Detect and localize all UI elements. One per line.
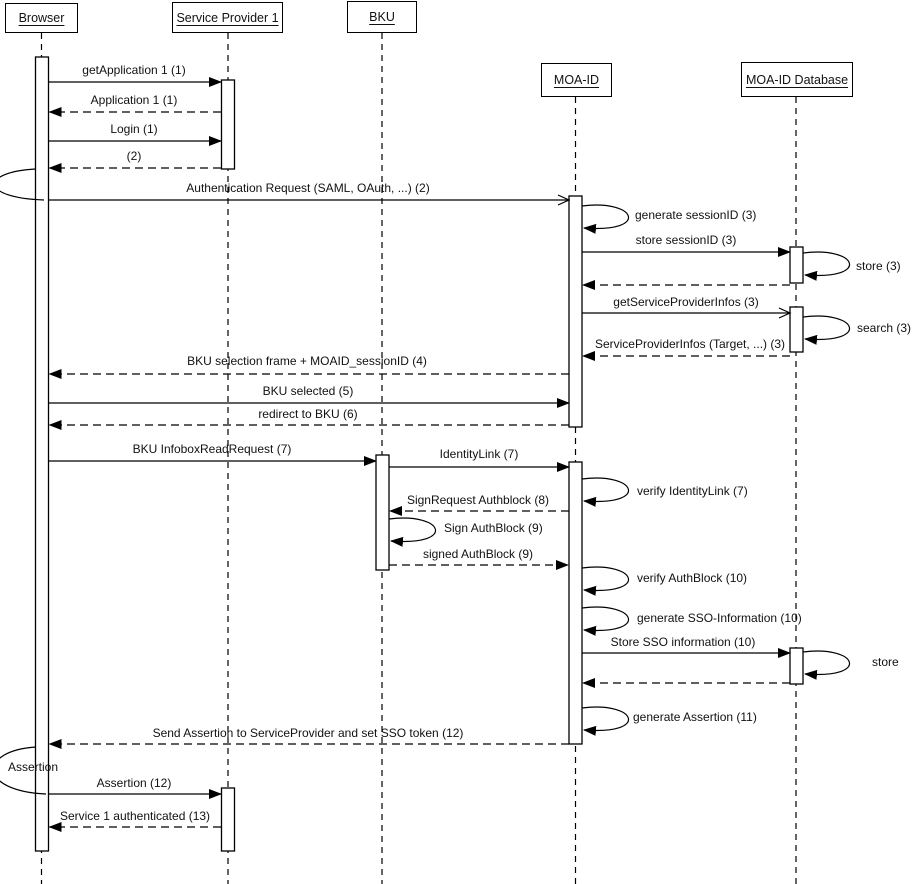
activation-moa-id-database-b [790, 307, 803, 352]
self-loop-verify-authblock [582, 567, 629, 590]
self-loop-store-sso-db [803, 651, 850, 674]
participant-moa-id-label: MOA-ID [553, 73, 600, 87]
message-label-browser-assertion-loop: Assertion [8, 760, 59, 774]
message-label-get-application: getApplication 1 (1) [82, 63, 186, 77]
self-loop-generate-assertion [582, 707, 629, 730]
message-label-signed-authblock: signed AuthBlock (9) [422, 547, 534, 561]
message-label-verify-authblock: verify AuthBlock (10) [637, 571, 748, 585]
message-label-login-response: (2) [126, 149, 142, 163]
message-label-login: Login (1) [110, 122, 158, 136]
message-label-generate-sso-information: generate SSO-Information (10) [637, 611, 802, 625]
activation-browser [36, 57, 49, 851]
activation-moa-id-database-a [790, 247, 803, 283]
message-label-store-sso-information: Store SSO information (10) [610, 635, 756, 649]
message-label-sign-request-authblock: SignRequest Authblock (8) [406, 493, 550, 507]
message-label-application-return: Application 1 (1) [90, 93, 178, 107]
message-label-auth-request: Authentication Request (SAML, OAuth, ...) (2) [186, 181, 430, 195]
participant-browser [5, 3, 78, 33]
message-label-redirect-to-bku: redirect to BKU (6) [258, 407, 358, 421]
message-label-store-sso-db: store [872, 655, 899, 669]
self-loop-store-db [803, 252, 850, 275]
message-label-store-session-id: store sessionID (3) [635, 233, 737, 247]
message-label-bku-selected: BKU selected (5) [262, 384, 354, 398]
participant-bku [347, 1, 417, 33]
participant-service-provider-1 [172, 2, 283, 33]
message-label-service-provider-infos: ServiceProviderInfos (Target, ...) (3) [594, 337, 786, 351]
message-label-sign-authblock: Sign AuthBlock (9) [444, 521, 543, 535]
message-label-send-assertion: Send Assertion to ServiceProvider and set SSO token (12) [152, 726, 464, 740]
participant-moa-id-database-label: MOA-ID Database [745, 72, 849, 87]
self-loop-generate-sso-information [582, 607, 629, 630]
activation-moa-id-a [569, 196, 582, 427]
message-label-search-db: search (3) [857, 321, 912, 335]
message-label-generate-assertion: generate Assertion (11) [633, 710, 757, 724]
participant-service-provider-1-label: Service Provider 1 [176, 10, 279, 25]
activation-moa-id-database-c [790, 648, 803, 684]
message-label-get-service-provider-infos: getServiceProviderInfos (3) [613, 295, 759, 309]
participant-moa-id-database [741, 62, 853, 97]
message-label-service-1-authenticated: Service 1 authenticated (13) [59, 809, 211, 823]
message-label-generate-session-id: generate sessionID (3) [635, 208, 757, 222]
participant-browser-label: Browser [18, 11, 65, 25]
self-loop-search-db [803, 316, 850, 339]
message-label-verify-identity-link: verify IdentityLink (7) [637, 484, 748, 498]
self-loop-generate-session-id [582, 205, 629, 228]
participant-moa-id [541, 63, 612, 97]
message-label-assertion-12: Assertion (12) [96, 776, 172, 790]
self-loop-verify-identity-link [582, 478, 629, 501]
message-label-bku-infobox-read-request: BKU InfoboxReadRequest (7) [132, 442, 292, 456]
self-loop-sign-authblock [389, 518, 436, 541]
message-label-store-db: store (3) [856, 259, 901, 273]
participant-bku-label: BKU [369, 10, 395, 24]
message-label-bku-selection-frame: BKU selection frame + MOAID_sessionID (4) [187, 354, 427, 368]
message-label-identity-link: IdentityLink (7) [439, 447, 519, 461]
